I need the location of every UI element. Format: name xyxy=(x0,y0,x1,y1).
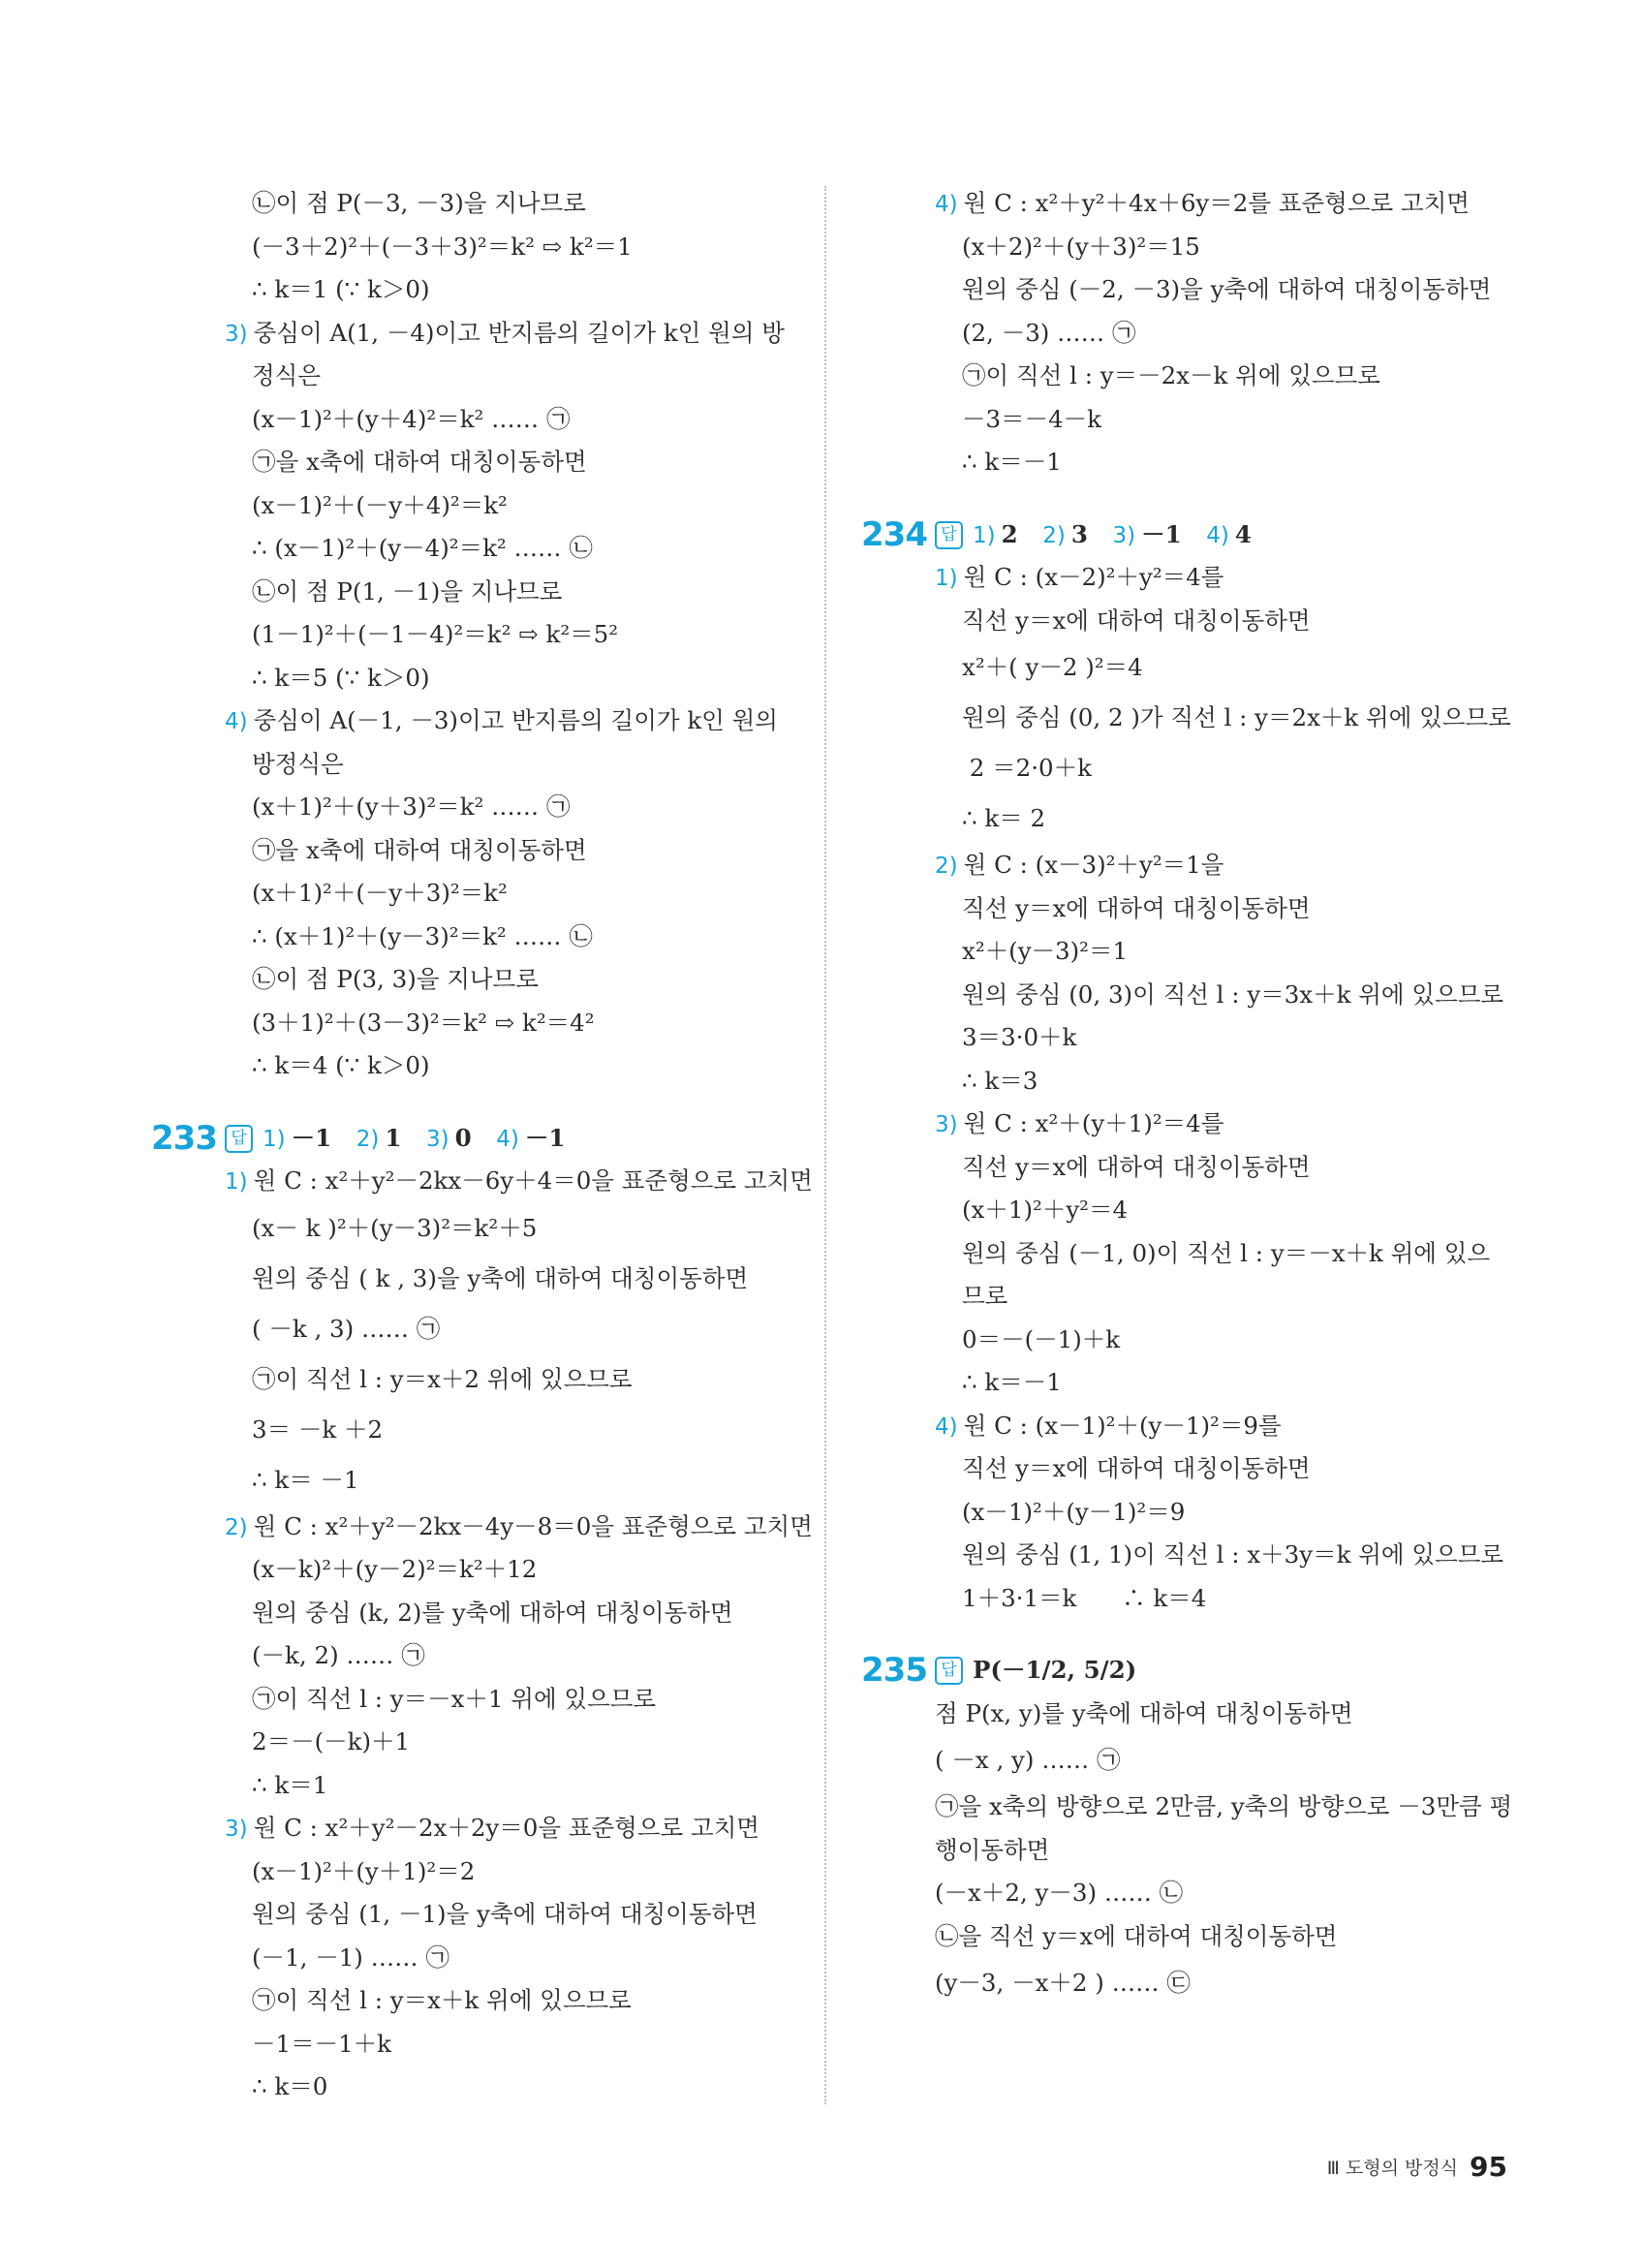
solution-line xyxy=(252,1002,806,1045)
line-text: ㉠을 x축의 방향으로 2만큼, y축의 방향으로 －3만큼 평 xyxy=(935,1792,1513,1820)
line-text: ㉠이 직선 l : y＝－2x－k 위에 있으므로 xyxy=(962,361,1380,389)
line-text: 원 C : x²＋y²－2kx－6y＋4＝0을 표준형으로 고치면 xyxy=(253,1166,813,1195)
solution-line xyxy=(935,1872,1516,1915)
solution-line xyxy=(252,571,806,614)
answer-number: 2) xyxy=(1042,522,1066,548)
line-text: (x＋1)²＋(－y＋3)²＝k² xyxy=(252,879,508,907)
line-text: 원의 중심 (0, 2 )가 직선 l : y＝2x＋k 위에 있으므로 xyxy=(962,703,1511,731)
line-text: 중심이 A(－1, －3)이고 반지름의 길이가 k인 원의 xyxy=(253,706,778,734)
solution-line xyxy=(252,872,806,916)
solution-line xyxy=(935,844,1516,887)
solution-line xyxy=(252,1893,806,1937)
line-text: (x－ k )²＋(y－3)²＝k²＋5 xyxy=(252,1213,538,1242)
line-text: ㉠이 직선 l : y＝x＋k 위에 있으므로 xyxy=(252,1986,632,2014)
line-text: ∴ k＝3 xyxy=(962,1066,1038,1095)
line-text: ∴ k＝ －1 xyxy=(252,1465,359,1494)
solution-line xyxy=(962,1189,1516,1232)
line-text: 원의 중심 (1, －1)을 y축에 대하여 대칭이동하면 xyxy=(252,1900,758,1928)
answer-value: 1 xyxy=(385,1123,402,1152)
line-text: (－3＋2)²＋(－3＋3)²＝k² ⇨ k²＝1 xyxy=(252,232,633,261)
solution-line xyxy=(962,743,1516,793)
answer-badge: 답 xyxy=(225,1125,253,1153)
line-text: (－1, －1) …… ㉠ xyxy=(252,1942,449,1972)
sub-problem-number: 1) xyxy=(935,566,958,591)
line-text: 0＝－(－1)＋k xyxy=(962,1324,1121,1353)
solution-line xyxy=(225,1160,813,1203)
solution-line xyxy=(252,1592,806,1635)
line-text: 직선 y＝x에 대하여 대칭이동하면 xyxy=(962,1454,1311,1482)
sub-problem-number: 4) xyxy=(935,1414,958,1440)
solution-line xyxy=(252,1678,806,1722)
line-text: 원 C : x²＋y²－2kx－4y－8＝0을 표준형으로 고치면 xyxy=(253,1511,813,1540)
solution-line xyxy=(252,2023,806,2066)
line-text: ∴ (x－1)²＋(y－4)²＝k² …… ㉡ xyxy=(252,534,593,562)
line-text: (x－k)²＋(y－2)²＝k²＋12 xyxy=(252,1555,538,1583)
line-text: ∴ k＝4 (∵ k＞0) xyxy=(252,1051,430,1079)
answer-value: P(－1/2, 5/2) xyxy=(973,1656,1137,1684)
line-text: 직선 y＝x에 대하여 대칭이동하면 xyxy=(962,1152,1311,1181)
solution-line xyxy=(962,930,1516,974)
line-text: 정식은 xyxy=(252,361,322,389)
answer-value: 4 xyxy=(1234,519,1252,548)
line-text: (x＋2)²＋(y＋3)²＝15 xyxy=(962,232,1200,261)
line-text: (x－1)²＋(y－1)²＝9 xyxy=(962,1497,1186,1526)
answer-number: 3) xyxy=(426,1126,449,1152)
line-text: 직선 y＝x에 대하여 대칭이동하면 xyxy=(962,606,1311,635)
line-text: 원 C : (x－1)²＋(y－1)²＝9를 xyxy=(963,1411,1282,1440)
solution-line xyxy=(962,1146,1516,1190)
solution-line xyxy=(962,974,1516,1017)
line-text: 2＝－(－k)＋1 xyxy=(252,1727,411,1755)
solution-line xyxy=(962,600,1516,643)
line-text: 방정식은 xyxy=(252,749,344,778)
solution-line xyxy=(935,1405,1516,1448)
solution-line xyxy=(225,1807,806,1850)
solution-line xyxy=(252,268,806,312)
solution-line xyxy=(962,441,1516,484)
answer-number: 1) xyxy=(973,522,996,548)
line-text: (x＋1)²＋(y＋3)²＝k² …… ㉠ xyxy=(252,792,571,821)
solution-line xyxy=(252,1304,806,1354)
answer-number: 3) xyxy=(1112,522,1136,548)
solution-line xyxy=(935,1958,1516,2008)
line-text: (2, －3) …… ㉠ xyxy=(962,318,1136,347)
answer-value: 0 xyxy=(454,1123,472,1152)
solution-line xyxy=(252,1721,806,1764)
solution-line xyxy=(252,1548,806,1592)
line-text: 직선 y＝x에 대하여 대칭이동하면 xyxy=(962,893,1311,922)
line-text: 3＝3·0＋k xyxy=(962,1023,1077,1051)
answer-value: －1 xyxy=(291,1123,332,1152)
solution-line xyxy=(252,1764,806,1808)
line-text: 원의 중심 (1, 1)이 직선 l : x＋3y＝k 위에 있으므로 xyxy=(962,1540,1504,1569)
solution-line xyxy=(225,699,806,743)
sub-problem-number: 2) xyxy=(225,1514,248,1540)
solution-line xyxy=(252,398,806,442)
solution-line xyxy=(962,1319,1516,1362)
left-column xyxy=(151,182,813,2109)
answer-value: 2 xyxy=(1001,519,1018,548)
solution-line xyxy=(252,1850,806,1894)
line-text: (x－1)²＋(y＋1)²＝2 xyxy=(252,1856,476,1885)
solution-line xyxy=(962,1275,1516,1319)
solution-line xyxy=(252,226,806,269)
line-text: 원의 중심 (0, 3)이 직선 l : y＝3x＋k 위에 있으므로 xyxy=(962,979,1504,1009)
solution-line xyxy=(252,1354,806,1405)
answer-number: 1) xyxy=(263,1126,286,1152)
line-text: ㉠을 x축에 대하여 대칭이동하면 xyxy=(252,448,587,476)
line-text: ㉡이 점 P(1, －1)을 지나므로 xyxy=(252,576,563,606)
solution-line xyxy=(252,657,806,700)
line-text: 원의 중심 (－2, －3)을 y축에 대하여 대칭이동하면 xyxy=(962,275,1492,303)
problem-header xyxy=(151,1117,806,1161)
solution-line xyxy=(962,1491,1516,1535)
line-text: －1＝－1＋k xyxy=(252,2029,392,2058)
problem-number: 235 xyxy=(861,1651,927,1690)
problem-number: 233 xyxy=(151,1118,217,1158)
solution-line xyxy=(252,2066,806,2109)
solution-line xyxy=(252,1979,806,2023)
solution-line xyxy=(252,958,806,1002)
line-text: ( －x , y) …… ㉠ xyxy=(935,1746,1121,1774)
solution-line xyxy=(962,1232,1516,1276)
sub-problem-number: 3) xyxy=(225,1817,248,1842)
solution-line xyxy=(252,743,806,787)
answer-list xyxy=(263,1124,590,1152)
solution-line xyxy=(962,793,1516,844)
solution-line xyxy=(935,1829,1516,1873)
line-text: (3＋1)²＋(3－3)²＝k² ⇨ k²＝4² xyxy=(252,1008,595,1037)
line-text: ∴ k＝－1 xyxy=(962,1368,1062,1396)
solution-line xyxy=(252,916,806,959)
line-text: 점 P(x, y)를 y축에 대하여 대칭이동하면 xyxy=(935,1698,1353,1727)
solution-line xyxy=(962,1534,1516,1577)
line-text: x²＋(y－3)²＝1 xyxy=(962,937,1129,965)
answer-number: 4) xyxy=(1206,522,1229,548)
solution-line xyxy=(252,1455,806,1506)
line-text: ∴ k＝1 (∵ k＞0) xyxy=(252,275,430,303)
sub-problem-number: 4) xyxy=(225,709,248,734)
solution-line xyxy=(935,556,1516,600)
sub-problem-number: 3) xyxy=(935,1112,958,1137)
line-text: ㉠이 직선 l : y＝x＋2 위에 있으므로 xyxy=(252,1364,633,1393)
sub-problem-number: 2) xyxy=(935,854,958,879)
right-column xyxy=(861,182,1516,2008)
line-text: ∴ k＝ 2 xyxy=(962,804,1046,832)
sub-problem-number: 3) xyxy=(225,321,248,347)
solution-line xyxy=(962,642,1516,693)
line-text: ∴ (x＋1)²＋(y－3)²＝k² …… ㉡ xyxy=(252,921,593,950)
solution-line xyxy=(935,1103,1516,1146)
solution-line xyxy=(962,1060,1516,1103)
solution-line xyxy=(252,786,806,829)
solution-line xyxy=(935,1693,1516,1736)
answer-badge: 답 xyxy=(935,1657,963,1685)
solution-line xyxy=(252,355,806,398)
line-text: x²＋( y－2 )²＝4 xyxy=(962,653,1143,681)
solution-line xyxy=(252,1203,806,1254)
answer-list xyxy=(973,1656,1136,1684)
line-text: (1－1)²＋(－1－4)²＝k² ⇨ k²＝5² xyxy=(252,620,619,648)
line-text: 원 C : (x－2)²＋y²＝4를 xyxy=(963,563,1224,591)
problem-header xyxy=(861,1649,1516,1693)
solution-line xyxy=(962,887,1516,931)
line-text: 원 C : (x－3)²＋y²＝1을 xyxy=(963,851,1224,879)
solution-line xyxy=(935,1786,1516,1829)
solution-line xyxy=(962,312,1516,356)
line-text: ∴ k＝0 xyxy=(252,2072,328,2100)
line-text: (x＋1)²＋y²＝4 xyxy=(962,1196,1129,1224)
line-text: ㉠을 x축에 대하여 대칭이동하면 xyxy=(252,835,587,864)
page-footer xyxy=(1327,2149,1507,2184)
solution-line xyxy=(225,312,806,356)
line-text: 중심이 A(1, －4)이고 반지름의 길이가 k인 원의 방 xyxy=(253,318,785,347)
solution-line xyxy=(935,1915,1516,1959)
solution-line xyxy=(252,1634,806,1678)
solution-line xyxy=(935,182,1516,226)
line-text: ㉡이 점 P(3, 3)을 지나므로 xyxy=(252,965,539,993)
line-text: (－x＋2, y－3) …… ㉡ xyxy=(935,1879,1184,1907)
line-text: 원 C : x²＋y²＋4x＋6y＝2를 표준형으로 고치면 xyxy=(963,189,1470,217)
solution-line xyxy=(962,226,1516,269)
line-text: 행이동하면 xyxy=(935,1835,1050,1864)
line-text: 원 C : x²＋y²－2x＋2y＝0을 표준형으로 고치면 xyxy=(253,1814,759,1842)
solution-line xyxy=(962,398,1516,442)
solution-line xyxy=(225,1506,813,1549)
answer-badge: 답 xyxy=(935,521,963,549)
answer-value: －1 xyxy=(1141,519,1182,548)
solution-line xyxy=(962,1361,1516,1405)
solution-line xyxy=(252,484,806,528)
line-text: ∴ k＝5 (∵ k＞0) xyxy=(252,663,430,692)
answer-value: 3 xyxy=(1070,519,1088,548)
line-text: 원의 중심 (－1, 0)이 직선 l : y＝－x＋k 위에 있으 xyxy=(962,1238,1491,1267)
solution-line xyxy=(252,1405,806,1455)
line-text: 므로 xyxy=(962,1282,1008,1310)
line-text: ㉡을 직선 y＝x에 대하여 대칭이동하면 xyxy=(935,1921,1338,1950)
solution-line xyxy=(962,693,1516,743)
sub-problem-number: 1) xyxy=(225,1169,248,1195)
solution-line xyxy=(962,1577,1516,1621)
line-text: －3＝－4－k xyxy=(962,404,1102,433)
line-text: ∴ k＝1 xyxy=(252,1770,328,1799)
solution-line xyxy=(962,1016,1516,1060)
solution-line xyxy=(962,355,1516,398)
solution-line xyxy=(252,613,806,657)
chapter-title: Ⅲ 도형의 방정식 xyxy=(1326,2157,1459,2179)
line-text: ㉠이 직선 l : y＝－x＋1 위에 있으므로 xyxy=(252,1684,657,1713)
solution-line xyxy=(962,1447,1516,1491)
line-text: (x－1)²＋(－y＋4)²＝k² xyxy=(252,490,508,519)
solution-line xyxy=(252,1937,806,1980)
line-text: ∴ k＝－1 xyxy=(962,448,1062,476)
sub-problem-number: 4) xyxy=(935,192,958,217)
line-text: 원의 중심 (k, 2)를 y축에 대하여 대칭이동하면 xyxy=(252,1598,733,1627)
line-text: (y－3, －x＋2 ) …… ㉢ xyxy=(935,1969,1191,1997)
line-text: ( －k , 3) …… ㉠ xyxy=(252,1314,441,1343)
answer-number: 4) xyxy=(496,1126,519,1152)
solution-line xyxy=(252,1254,806,1304)
problem-number: 234 xyxy=(861,514,927,554)
line-text: 3＝ －k ＋2 xyxy=(252,1414,384,1444)
answer-list xyxy=(973,520,1277,548)
line-text: 1＋3·1＝k ∴ k＝4 xyxy=(962,1583,1207,1612)
solution-line xyxy=(935,1735,1516,1786)
solution-line xyxy=(252,441,806,484)
solution-line xyxy=(962,268,1516,312)
line-text: ㉡이 점 P(－3, －3)을 지나므로 xyxy=(252,189,586,217)
solution-line xyxy=(252,527,806,571)
line-text: 2 ＝2·0＋k xyxy=(962,754,1092,782)
solution-line xyxy=(252,182,806,226)
line-text: 원 C : x²＋(y＋1)²＝4를 xyxy=(963,1109,1224,1137)
line-text: 원의 중심 ( k , 3)을 y축에 대하여 대칭이동하면 xyxy=(252,1263,749,1292)
solution-line xyxy=(252,829,806,873)
line-text: (x－1)²＋(y＋4)²＝k² …… ㉠ xyxy=(252,404,571,433)
answer-number: 2) xyxy=(356,1126,380,1152)
page-number: 95 xyxy=(1470,2150,1507,2183)
line-text: (－k, 2) …… ㉠ xyxy=(252,1641,425,1669)
problem-header xyxy=(861,513,1516,557)
column-divider xyxy=(824,186,826,2104)
answer-value: －1 xyxy=(524,1123,566,1152)
solution-line xyxy=(252,1044,806,1088)
